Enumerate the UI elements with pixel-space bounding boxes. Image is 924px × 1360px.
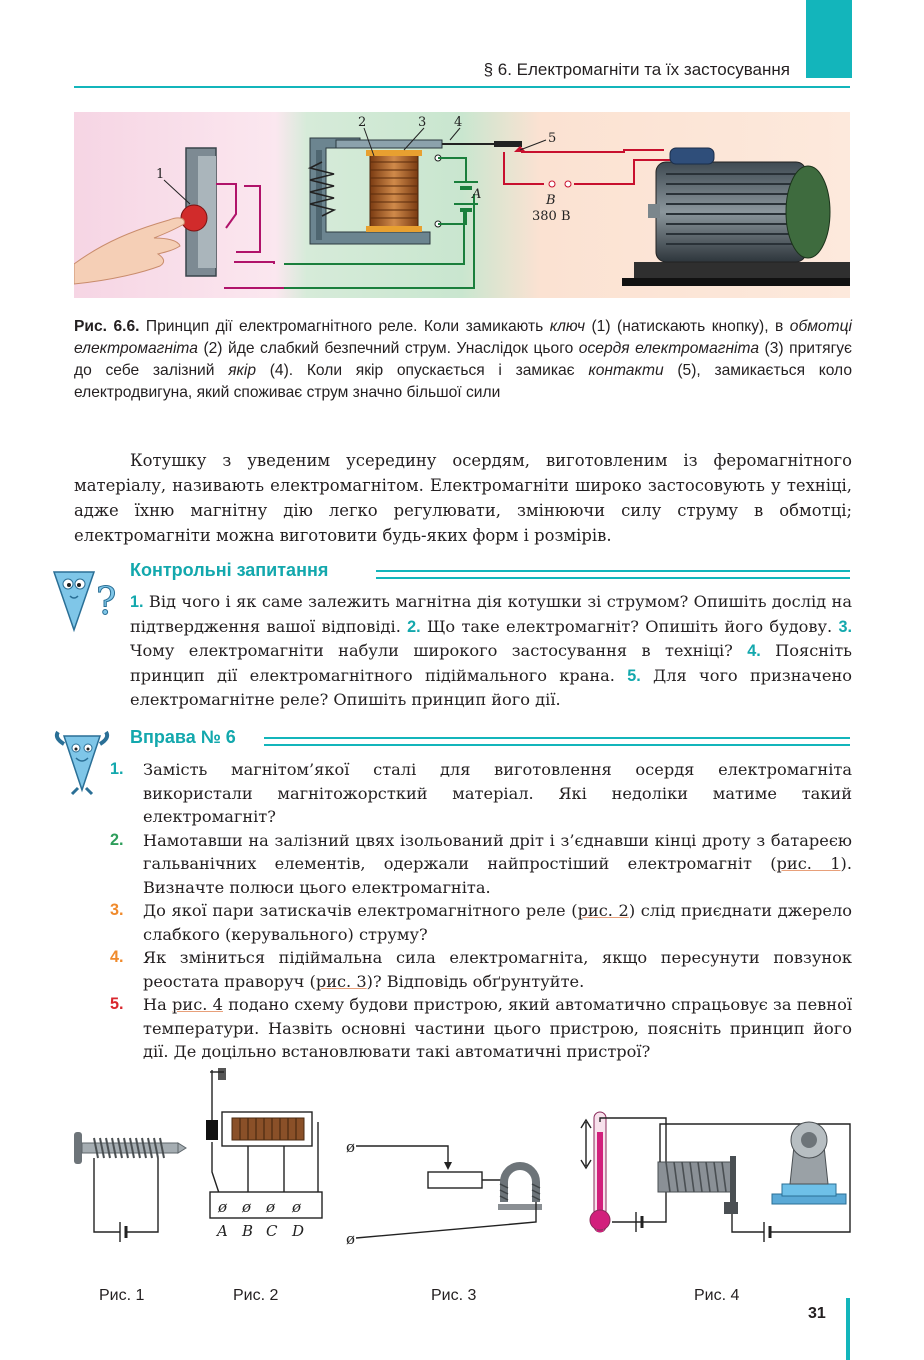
caption-label: Рис. 6.6. xyxy=(74,318,140,335)
caption-text: (1) (натискають кнопку), в xyxy=(585,318,790,335)
questions-list xyxy=(130,590,852,712)
exercise-number: 1. xyxy=(110,760,124,778)
figure-reference-link[interactable]: рис. 2 xyxy=(577,901,629,920)
strong-mascot-icon xyxy=(52,730,112,796)
svg-text:ø: ø xyxy=(266,1198,276,1216)
exercise-text: подано схему будови пристрою, який автоматично спрацьовує за певної температури. Назвіть основні частини цього пристрою, поясніть принцип його дії. Де доцільно встановлювати такі автоматичні пристрої? xyxy=(143,995,852,1061)
question-text: Що таке електромагніт? Опишіть його будову. xyxy=(420,616,839,636)
question-number: 3. xyxy=(838,617,853,636)
caption-term: осердя електромагніта xyxy=(578,340,760,357)
exercise-text: Замість магнітом’якої сталі для виготовлення осердя електромагніта використали магнітожорсткий матеріал. Які недоліки матиме такий електромагніт? xyxy=(143,760,852,826)
exercise-number: 3. xyxy=(110,901,124,919)
question-number: 1. xyxy=(130,593,144,611)
question-text: Від чого і як саме залежить магнітна дія котушки зі струмом? Опишіть дослід на підтвердження вашої відповіді. xyxy=(130,592,852,636)
page-number-bar xyxy=(846,1298,850,1360)
questions-title: Контрольні запитання xyxy=(130,560,329,580)
terminal-B: B xyxy=(242,1222,254,1240)
figure-reference-link[interactable]: рис. 1 xyxy=(776,854,841,873)
exercise-text: ). Визначте полюси цього електромагніта. xyxy=(143,854,852,897)
caption-text: (4). Коли якір опускається і замикає xyxy=(256,362,589,379)
voltage-label: 380 В xyxy=(532,209,571,224)
fig1-label: Рис. 1 xyxy=(99,1287,145,1304)
question-text: Чому електромагніти набули широкого застосування в техніці? xyxy=(130,641,748,660)
caption-text: (5), замикається коло електродвигуна, який споживає струм значно більшої сили xyxy=(74,362,852,401)
exercise-text: До якої пари затискачів електромагнітного реле ( xyxy=(143,901,578,920)
exercise-number: 5. xyxy=(110,995,124,1013)
exercise-item xyxy=(110,993,852,1064)
fig1-nail-electromagnet xyxy=(74,1132,186,1242)
page-number: 31 xyxy=(808,1305,826,1322)
question-text: Для чого призначено електромагнітне реле? Опишіть принцип його дії. xyxy=(130,665,852,709)
exercise-text: )? Відповідь обґрунтуйте. xyxy=(366,971,585,991)
exercise-list xyxy=(110,758,852,1064)
exercise-number: 4. xyxy=(110,948,124,966)
svg-text:ø: ø xyxy=(292,1198,302,1216)
exercise-item xyxy=(110,758,852,829)
question-number: 4. xyxy=(747,642,761,660)
fig4-thermal-switch xyxy=(581,1112,850,1242)
figure-6-6-relay xyxy=(74,112,850,298)
question-number: 2. xyxy=(407,617,421,636)
svg-text:ø: ø xyxy=(242,1198,252,1216)
caption-term: контакти xyxy=(588,362,664,379)
body-paragraph: Котушку з уведеним усередину осердям, виготовленим із феромагнітного матеріалу, називають електромагнітом. Електромагніти широко застосовують у техніці, адже їхню магнітну дію легко регулювати, змінюючи силу струму в обмотці; електромагніти можна виготовити будь-яких форм і розмірів. xyxy=(74,451,852,545)
exercise-item xyxy=(110,946,852,993)
thinking-mascot-icon xyxy=(50,564,126,636)
exercise-text: Як зміниться підіймальна сила електромагніта, якщо пересунути повзунок реостата праворуч ( xyxy=(143,948,852,991)
callout-5: 5 xyxy=(548,131,557,146)
caption-term: обмотці електромагніта xyxy=(74,318,852,357)
caption-text: (3) притягує до себе залізний xyxy=(74,340,853,379)
terminal-A: A xyxy=(217,1222,228,1240)
fig3-label: Рис. 3 xyxy=(431,1287,477,1304)
caption-term: ключ xyxy=(549,318,586,335)
question-text: Поясніть принцип дії електромагнітного підіймального крана. xyxy=(130,641,852,685)
figure-caption xyxy=(74,316,852,404)
header-rule xyxy=(74,86,850,88)
fig3-rheostat xyxy=(346,1138,542,1248)
caption-text: (2) йде слабкий безпечний струм. Унаслідок цього xyxy=(197,340,579,357)
svg-text:?: ? xyxy=(96,579,117,623)
exercise-title: Вправа № 6 xyxy=(130,727,236,747)
exercise-text: На xyxy=(143,995,173,1014)
question-number: 5. xyxy=(627,666,641,685)
svg-text:ø: ø xyxy=(218,1198,228,1216)
exercise-item xyxy=(110,899,852,946)
exercise-title-rule xyxy=(264,737,850,746)
fig2-label: Рис. 2 xyxy=(233,1287,279,1304)
svg-text:ø: ø xyxy=(346,1138,356,1156)
callout-4: 4 xyxy=(454,115,463,130)
questions-title-rule xyxy=(376,570,850,579)
fig2-relay xyxy=(206,1068,322,1240)
callout-3: 3 xyxy=(418,115,427,130)
figure-reference-link[interactable]: рис. 4 xyxy=(172,995,223,1014)
corner-tab xyxy=(806,0,852,78)
source-label-B: B xyxy=(546,193,556,208)
exercise-item xyxy=(110,829,852,900)
terminal-D: D xyxy=(292,1222,305,1240)
svg-text:ø: ø xyxy=(346,1230,356,1248)
running-head: § 6. Електромагніти та їх застосування xyxy=(483,60,790,79)
caption-term: якір xyxy=(228,362,257,379)
terminal-C: C xyxy=(266,1222,278,1240)
caption-text: Принцип дії електромагнітного реле. Коли замикають xyxy=(139,318,550,335)
battery-label-A: A xyxy=(472,187,482,202)
callout-2: 2 xyxy=(358,115,367,130)
exercise-text: Намотавши на залізний цвях ізольований дріт і з’єднавши кінці дроту з батареєю гальванічних елементів, одержали найпростіший електромагніт ( xyxy=(143,830,852,873)
callout-1: 1 xyxy=(156,167,165,182)
exercise-text: ) слід приєднати джерело слабкого (керувального) струму? xyxy=(143,901,853,944)
figure-reference-link[interactable]: рис. 3 xyxy=(315,971,367,991)
exercise-figures xyxy=(60,1062,860,1262)
fig4-label: Рис. 4 xyxy=(694,1287,740,1304)
exercise-number: 2. xyxy=(110,830,124,849)
